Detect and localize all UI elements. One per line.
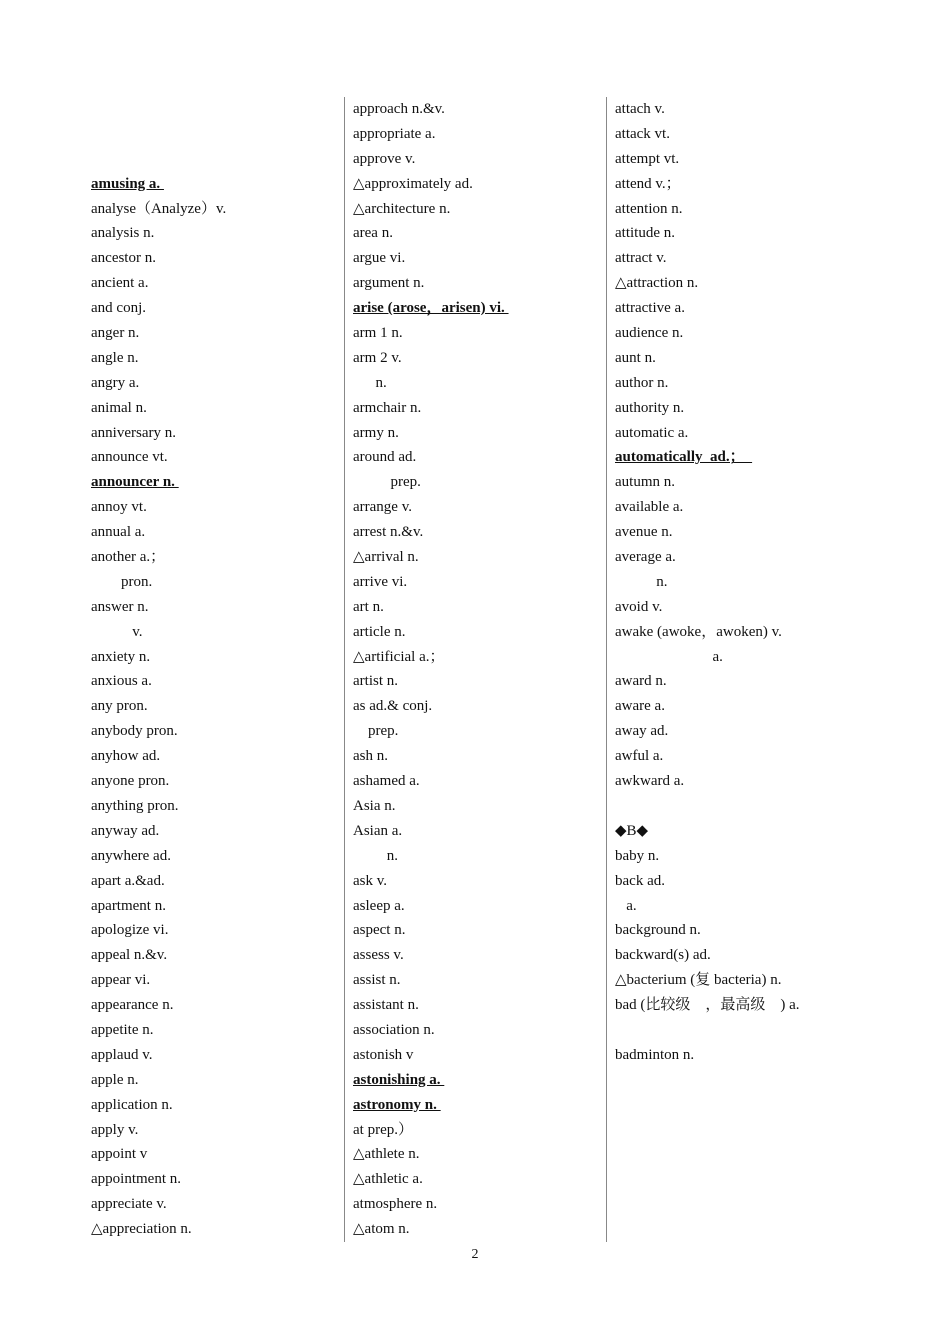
vocab-entry: a. [615,897,637,914]
vocab-entry: attractive a. [615,300,685,317]
vocab-entry: arm 2 v. [353,349,402,366]
vocab-entry: △athletic a. [353,1171,423,1188]
vocab-entry: backward(s) ad. [615,947,711,964]
vocab-entry: anywhere ad. [91,847,171,864]
vocab-entry: arrive vi. [353,573,408,590]
vocab-entry: appeal n.&v. [91,947,168,964]
vocab-entry: ask v. [353,872,388,889]
vocab-entry: astonish v [353,1046,414,1063]
vocab-entry: △athlete n. [353,1146,420,1163]
vocab-entry: article n. [353,623,406,640]
vocab-entry: angle n. [91,349,139,366]
vocab-entry: bad (比较级 ，最高级 ) a. [615,997,800,1014]
vocab-entry: n. [615,573,668,590]
vocab-entry: automatically ad.； [615,449,753,466]
vocab-entry: anniversary n. [91,424,176,441]
vocab-entry: awake (awoke，awoken) v. [615,623,782,640]
vocab-entry: baby n. [615,847,660,864]
vocab-entry: answer n. [91,598,149,615]
vocab-entry: appear vi. [91,972,151,989]
vocab-entry: angry a. [91,374,140,391]
vocab-entry: △approximately ad. [353,175,473,192]
vocab-entry: anxiety n. [91,648,151,665]
vocab-entry: average a. [615,549,676,566]
vocab-entry: ashamed a. [353,773,420,790]
vocab-entry: apply v. [91,1121,139,1138]
vocab-entry: attract v. [615,250,667,267]
vocab-entry: background n. [615,922,701,939]
vocab-entry: annoy vt. [91,499,147,516]
vocab-entry: attention n. [615,200,683,217]
vocab-entry: △artificial a.； [353,648,445,665]
column-divider-right [606,97,607,1242]
word-column-3 [615,97,875,1068]
vocab-entry: Asian a. [353,822,403,839]
vocab-entry: awkward a. [615,773,685,790]
vocab-entry: anybody pron. [91,723,178,740]
vocab-entry: armchair n. [353,399,422,416]
vocab-entry: attempt vt. [615,150,680,167]
vocab-entry: apple n. [91,1071,139,1088]
vocab-entry: arm 1 n. [353,325,403,342]
vocab-entry: aware a. [615,698,665,715]
vocab-entry: avenue n. [615,524,673,541]
vocab-entry: applaud v. [91,1046,153,1063]
vocab-entry: arrest n.&v. [353,524,424,541]
vocab-entry: prep. [353,723,399,740]
word-column-2 [353,97,603,1242]
vocab-entry: away ad. [615,723,669,740]
vocab-entry: aunt n. [615,349,656,366]
vocab-entry [91,122,341,147]
vocab-entry: apart a.&ad. [91,872,165,889]
vocab-entry: a. [615,648,723,665]
vocab-entry: prep. [353,474,421,491]
vocab-entry: appearance n. [91,997,174,1014]
vocab-entry [91,97,341,122]
vocab-entry: and conj. [91,300,146,317]
vocab-entry: any pron. [91,698,148,715]
vocab-entry: available a. [615,499,684,516]
vocab-entry: around ad. [353,449,417,466]
vocab-entry: authority n. [615,399,685,416]
vocab-entry: analysis n. [91,225,155,242]
vocab-entry: △appreciation n. [91,1221,192,1238]
vocab-entry: appreciate v. [91,1196,167,1213]
vocab-entry: as ad.& conj. [353,698,433,715]
vocab-entry: attack vt. [615,125,670,142]
vocab-entry: army n. [353,424,399,441]
vocab-entry: appetite n. [91,1021,154,1038]
vocab-entry: approve v. [353,150,416,167]
vocab-entry: association n. [353,1021,435,1038]
vocab-entry: anger n. [91,325,140,342]
vocab-entry: argument n. [353,275,425,292]
vocab-entry: assist n. [353,972,401,989]
vocab-entry: arrange v. [353,499,412,516]
vocab-entry: assistant n. [353,997,419,1014]
vocab-entry: ancestor n. [91,250,156,267]
vocab-entry: back ad. [615,872,665,889]
vocab-entry: avoid v. [615,598,663,615]
vocab-entry: announce vt. [91,449,168,466]
vocab-entry: astonishing a. [353,1071,445,1088]
vocab-entry: asleep a. [353,897,405,914]
vocab-entry: amusing a. [91,175,164,192]
vocab-entry [615,1018,875,1043]
vocab-entry: anxious a. [91,673,152,690]
vocab-entry: autumn n. [615,474,675,491]
vocab-entry: Asia n. [353,797,396,814]
vocab-entry: pron. [91,573,153,590]
vocab-entry: ancient a. [91,275,149,292]
vocab-entry: attitude n. [615,225,675,242]
vocab-entry: anyway ad. [91,822,160,839]
vocab-entry: annual a. [91,524,146,541]
vocab-entry: attach v. [615,101,665,117]
vocab-entry: artist n. [353,673,398,690]
vocab-entry: apologize vi. [91,922,169,939]
vocab-entry: awful a. [615,748,664,765]
vocab-entry: appropriate a. [353,125,436,142]
vocab-entry: △architecture n. [353,200,451,217]
vocab-entry: arise (arose，arisen) vi. [353,300,509,317]
vocab-entry [615,794,875,819]
vocab-entry: appointment n. [91,1171,181,1188]
vocab-entry: application n. [91,1096,173,1113]
vocab-entry: area n. [353,225,393,242]
vocab-entry [91,147,341,172]
vocab-entry: at prep.） [353,1121,413,1138]
vocab-entry: v. [91,623,143,640]
vocab-entry: aspect n. [353,922,406,939]
column-divider-left [344,97,345,1242]
vocab-entry: another a.； [91,549,166,566]
vocab-entry: anyhow ad. [91,748,161,765]
vocab-entry: author n. [615,374,669,391]
vocab-entry: n. [353,374,387,391]
vocab-entry: ash n. [353,748,388,765]
page-number: 2 [471,1247,479,1262]
vocab-entry: △atom n. [353,1221,410,1238]
vocab-entry: art n. [353,598,384,615]
vocab-entry: announcer n. [91,474,179,491]
vocab-entry: animal n. [91,399,147,416]
vocab-entry: atmosphere n. [353,1196,438,1213]
word-column-1 [91,97,341,1242]
vocab-entry: appoint v [91,1146,148,1163]
vocab-entry: automatic a. [615,424,689,441]
vocab-entry: award n. [615,673,667,690]
vocab-entry: △attraction n. [615,275,699,292]
vocab-entry: audience n. [615,325,684,342]
vocab-entry: ◆B◆ [615,822,649,839]
vocab-entry: assess v. [353,947,404,964]
vocab-entry: argue vi. [353,250,406,267]
vocab-entry: astronomy n. [353,1096,441,1113]
vocab-entry: analyse（Analyze）v. [91,200,227,217]
vocab-entry: △arrival n. [353,549,419,566]
vocab-entry: apartment n. [91,897,166,914]
vocab-entry: attend v.； [615,175,681,192]
vocab-entry: anyone pron. [91,773,170,790]
vocab-entry: anything pron. [91,797,179,814]
vocab-entry: n. [353,847,398,864]
vocab-entry: approach n.&v. [353,101,445,117]
vocab-entry: △bacterium (复 bacteria) n. [615,972,782,989]
vocab-entry: badminton n. [615,1046,695,1063]
